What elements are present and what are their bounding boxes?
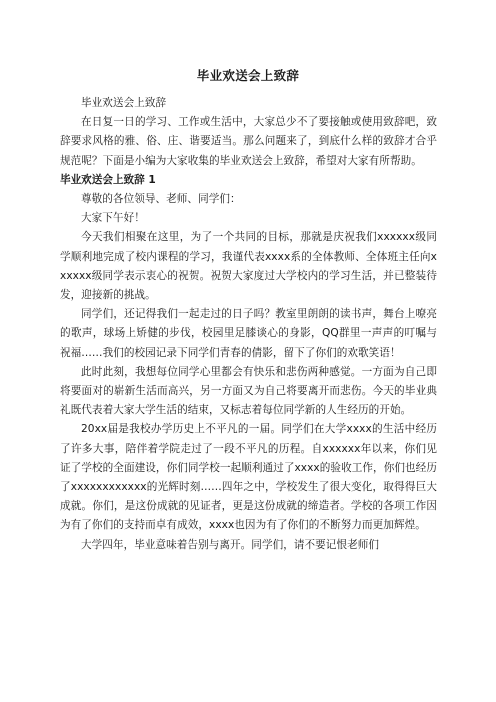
body-paragraph: 20xx届是我校办学历史上不平凡的一届。同学们在大学xxxx的生活中经历了许多大事，陪伴着学院走过了一段不平凡的历程。自xxxxxx年以来，你们见证了学校的全面建设，你们同学校一起顺利通过了xxxx的验收工作，你们也经历了xxxxxxxxxxxx的光辉时刻……四年之中，学校发生了很大变化，取得得巨大成就。你们，是这份成就的见证者，更是这份成就的缔造者。学校的各项工作因为有了你们的支持而卓有成效，xxxx也因为有了你们的不断努力而更加辉煌。	[60, 423, 437, 532]
document-body	[60, 94, 437, 555]
intro-paragraph: 在日复一日的学习、工作或生活中，大家总少不了要接触或使用致辞吧，致辞要求风格的雅、俗、庄、谐要适当。那么问题来了，到底什么样的致辞才合乎规范呢？下面是小编为大家收集的毕业欢送会上致辞，希望对大家有所帮助。	[60, 116, 437, 167]
greeting: 大家下午好！	[81, 212, 145, 225]
body-paragraph: 同学们，还记得我们一起走过的日子吗？教室里朗朗的读书声，舞台上嘹亮的歌声，球场上矫健的步伐，校园里足膝谈心的身影，QQ群里一声声的叮嘱与祝福……我们的校园记录下同学们青春的倩影，留下了你们的欢歌笑语！	[60, 308, 437, 359]
document-title: 毕业欢送会上致辞	[196, 68, 300, 83]
body-paragraph: 今天我们相聚在这里，为了一个共同的目标，那就是庆祝我们xxxxxx级同学顺利地完成了校内课程的学习，我谨代表xxxx系的全体教师、全体班主任向xxxxxx级同学表示衷心的祝贺。祝贺大家度过大学校内的学习生活，并已整装待发，迎接新的挑战。	[60, 231, 437, 302]
intro-title-line: 毕业欢送会上致辞	[81, 97, 167, 109]
section-heading: 毕业欢送会上致辞 1	[60, 173, 156, 186]
salutation: 尊敬的各位领导、老师、同学们：	[81, 193, 241, 206]
body-paragraph: 大学四年，毕业意味着告别与离开。同学们，请不要记恨老师们	[81, 538, 380, 551]
body-paragraph: 此时此刻，我想每位同学心里都会有快乐和悲伤两种感觉。一方面为自己即将要面对的崭新生活而高兴，另一方面又为自己将要离开而悲伤。今天的毕业典礼既代表着大家大学生活的结束，又标志着每位同学新的人生经历的开始。	[60, 365, 437, 417]
